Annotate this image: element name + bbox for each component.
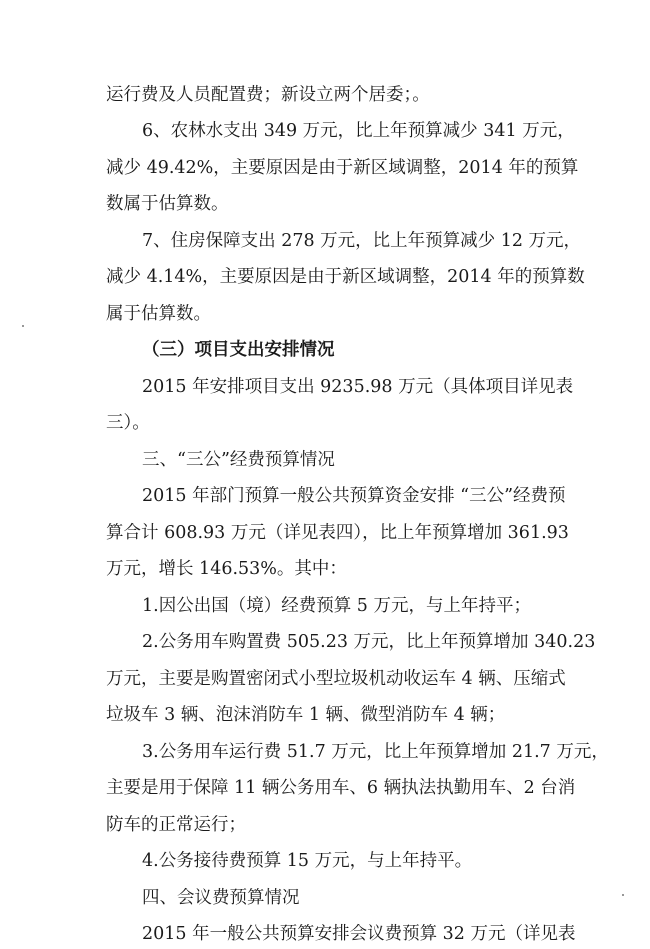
body-text-line: 2015 年一般公共预算安排会议费预算 32 万元（详见表: [142, 924, 576, 944]
section-heading: 四、会议费预算情况: [142, 888, 300, 908]
body-text-line: 减少 49.42%，主要原因是由于新区域调整，2014 年的预算: [106, 158, 579, 178]
body-text-line: 万元，增长 146.53%。其中：: [106, 559, 347, 579]
body-text-line: 万元，主要是购置密闭式小型垃圾机动收运车 4 辆、压缩式: [106, 669, 566, 689]
body-text-line: 6、农林水支出 349 万元，比上年预算减少 341 万元，: [142, 121, 575, 141]
scan-speck: [622, 894, 624, 896]
section-heading: （三）项目支出安排情况: [142, 340, 335, 360]
body-text-line: 7、住房保障支出 278 万元，比上年预算减少 12 万元，: [142, 231, 582, 251]
body-text-line: 2015 年安排项目支出 9235.98 万元（具体项目详见表: [142, 377, 574, 397]
body-text-line: 防车的正常运行；: [106, 815, 246, 835]
body-text-line: 数属于估算数。: [106, 194, 229, 214]
body-text-line: 运行费及人员配置费；新设立两个居委；。: [106, 85, 430, 105]
body-text-line: 2.公务用车购置费 505.23 万元，比上年预算增加 340.23: [142, 632, 596, 652]
body-text-line: 4.公务接待费预算 15 万元，与上年持平。: [142, 851, 473, 871]
body-text-line: 垃圾车 3 辆、泡沫消防车 1 辆、微型消防车 4 辆；: [106, 705, 506, 725]
body-text-line: 2015 年部门预算一般公共预算资金安排 “三公”经费预: [142, 486, 566, 506]
body-text-line: 三）。: [106, 413, 150, 433]
body-text-line: 属于估算数。: [106, 304, 211, 324]
body-text-line: 减少 4.14%，主要原因是由于新区域调整，2014 年的预算数: [106, 267, 585, 287]
body-text-line: 算合计 608.93 万元（详见表四），比上年预算增加 361.93: [106, 523, 569, 543]
body-text-line: 3.公务用车运行费 51.7 万元，比上年预算增加 21.7 万元，: [142, 742, 609, 762]
scan-speck: [22, 325, 24, 327]
body-text-line: 主要是用于保障 11 辆公务用车、6 辆执法执勤用车、2 台消: [106, 778, 576, 798]
body-text-line: 1.因公出国（境）经费预算 5 万元，与上年持平；: [142, 596, 531, 616]
section-heading: 三、“三公”经费预算情况: [142, 450, 335, 470]
